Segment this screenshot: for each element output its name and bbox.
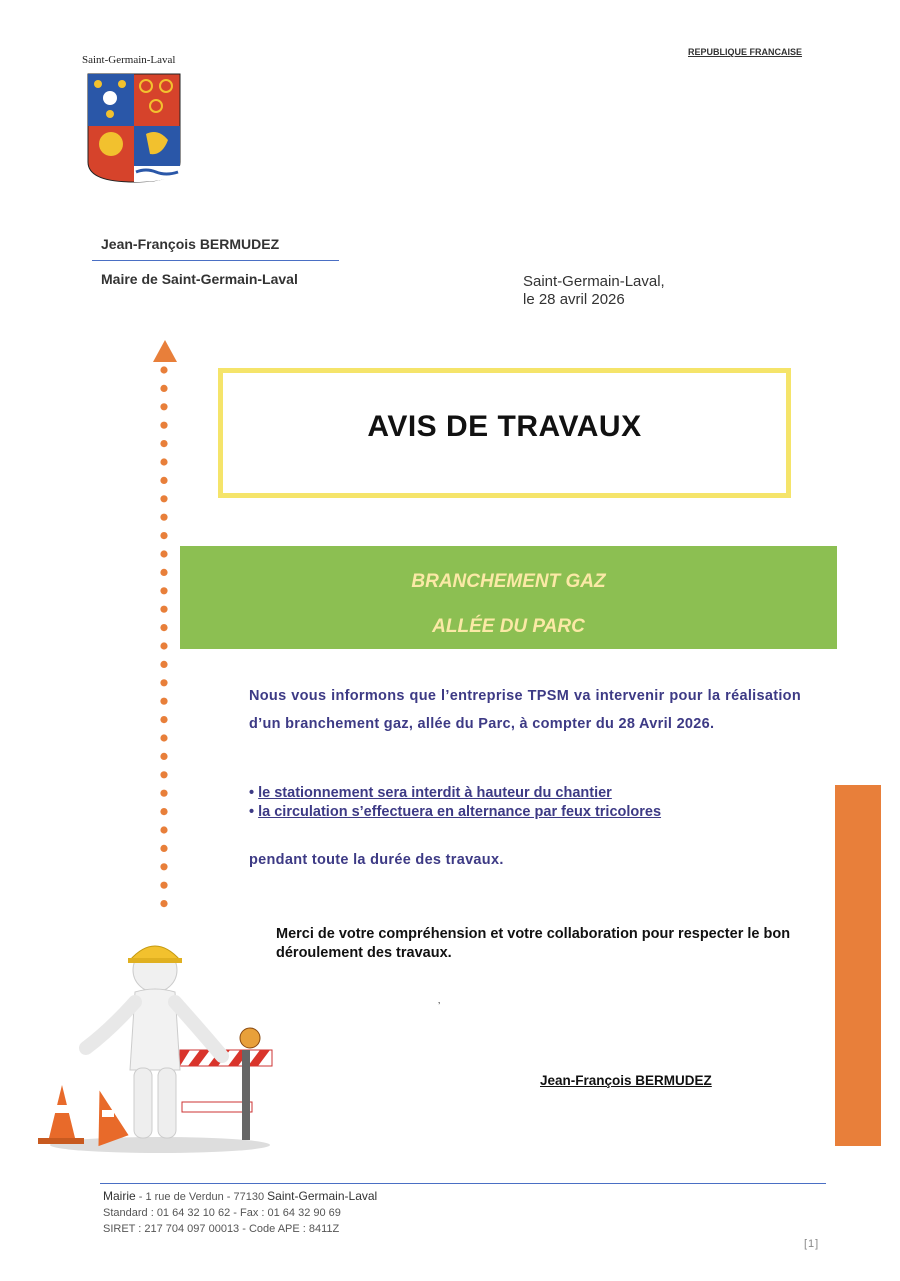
list-item: • le stationnement sera interdit à hauteur du chantier bbox=[249, 785, 612, 801]
arrow-dot bbox=[160, 587, 167, 594]
footer-mairie: Mairie bbox=[103, 1189, 136, 1203]
arrow-dot bbox=[160, 514, 167, 521]
arrow-dot bbox=[160, 532, 167, 539]
arrow-dot bbox=[160, 882, 167, 889]
construction-worker-icon bbox=[30, 930, 290, 1155]
place-date bbox=[523, 273, 665, 309]
arrow-dot bbox=[160, 661, 167, 668]
footer-address-part: - 1 rue de Verdun - 77130 bbox=[135, 1191, 268, 1203]
arrow-dot bbox=[160, 900, 167, 907]
subject-line-2: ALLÉE DU PARC bbox=[432, 616, 585, 637]
dotted-up-arrow-icon bbox=[150, 338, 180, 928]
arrow-dot bbox=[160, 569, 167, 576]
footer-siret: SIRET : 217 704 097 00013 - Code APE : 8411Z bbox=[103, 1223, 340, 1235]
date: le 28 avril 2026 bbox=[523, 291, 625, 308]
arrow-dot bbox=[160, 495, 167, 502]
arrow-dot bbox=[160, 845, 167, 852]
restriction-text: la circulation s’effectuera en alternance par feux tricolores bbox=[258, 804, 662, 820]
arrow-dot bbox=[160, 366, 167, 373]
arrow-dot bbox=[160, 550, 167, 557]
arrow-dot bbox=[160, 440, 167, 447]
footer-address bbox=[103, 1188, 377, 1205]
arrow-dot bbox=[160, 863, 167, 870]
arrow-dot bbox=[160, 826, 167, 833]
town-name: Saint-Germain-Laval bbox=[82, 54, 176, 66]
mayor-title: Maire de Saint-Germain-Laval bbox=[101, 271, 298, 287]
footer bbox=[103, 1188, 377, 1237]
arrow-dot bbox=[160, 734, 167, 741]
arrow-dot bbox=[160, 385, 167, 392]
notice-title: AVIS DE TRAVAUX bbox=[367, 410, 642, 443]
arrow-dot bbox=[160, 679, 167, 686]
arrow-dot bbox=[160, 790, 167, 797]
place: Saint-Germain-Laval, bbox=[523, 273, 665, 290]
arrow-dot bbox=[160, 698, 167, 705]
restriction-text: le stationnement sera interdit à hauteur du chantier bbox=[258, 785, 612, 801]
arrow-dot bbox=[160, 477, 167, 484]
mayor-divider bbox=[92, 260, 339, 261]
arrow-dot bbox=[160, 808, 167, 815]
subject-line-1: BRANCHEMENT GAZ bbox=[411, 571, 606, 592]
republique-label: REPUBLIQUE FRANCAISE bbox=[688, 47, 803, 57]
footer-town: Saint-Germain-Laval bbox=[267, 1189, 378, 1203]
duration-text: pendant toute la durée des travaux. bbox=[249, 852, 504, 868]
orange-side-bar bbox=[835, 785, 881, 1146]
arrow-dot bbox=[160, 753, 167, 760]
stray-mark: ‚ bbox=[438, 995, 441, 1006]
arrow-dot bbox=[160, 403, 167, 410]
intro-paragraph: Nous vous informons que l’entreprise TPSM va intervenir pour la réalisation d’un branchement gaz, allée du Parc, à compter du 28 Avril 2026. bbox=[249, 688, 801, 732]
page-number: [1] bbox=[804, 1238, 820, 1250]
coat-of-arms-icon bbox=[86, 72, 182, 184]
arrow-dot bbox=[160, 458, 167, 465]
arrow-dot bbox=[160, 642, 167, 649]
mayor-name: Jean-François BERMUDEZ bbox=[101, 236, 280, 252]
signature-name: Jean-François BERMUDEZ bbox=[540, 1073, 712, 1088]
arrow-dot bbox=[160, 771, 167, 778]
restrictions-list bbox=[249, 784, 661, 822]
thanks-text: Merci de votre compréhension et votre collaboration pour respecter le bon déroulement des travaux. bbox=[276, 926, 791, 961]
list-item: • la circulation s’effectuera en alternance par feux tricolores bbox=[249, 804, 662, 820]
arrow-dot bbox=[160, 624, 167, 631]
footer-phones: Standard : 01 64 32 10 62 - Fax : 01 64 32 90 69 bbox=[103, 1207, 341, 1219]
arrow-dot bbox=[160, 606, 167, 613]
footer-divider bbox=[100, 1183, 826, 1184]
arrow-dot bbox=[160, 716, 167, 723]
arrow-dot bbox=[160, 422, 167, 429]
